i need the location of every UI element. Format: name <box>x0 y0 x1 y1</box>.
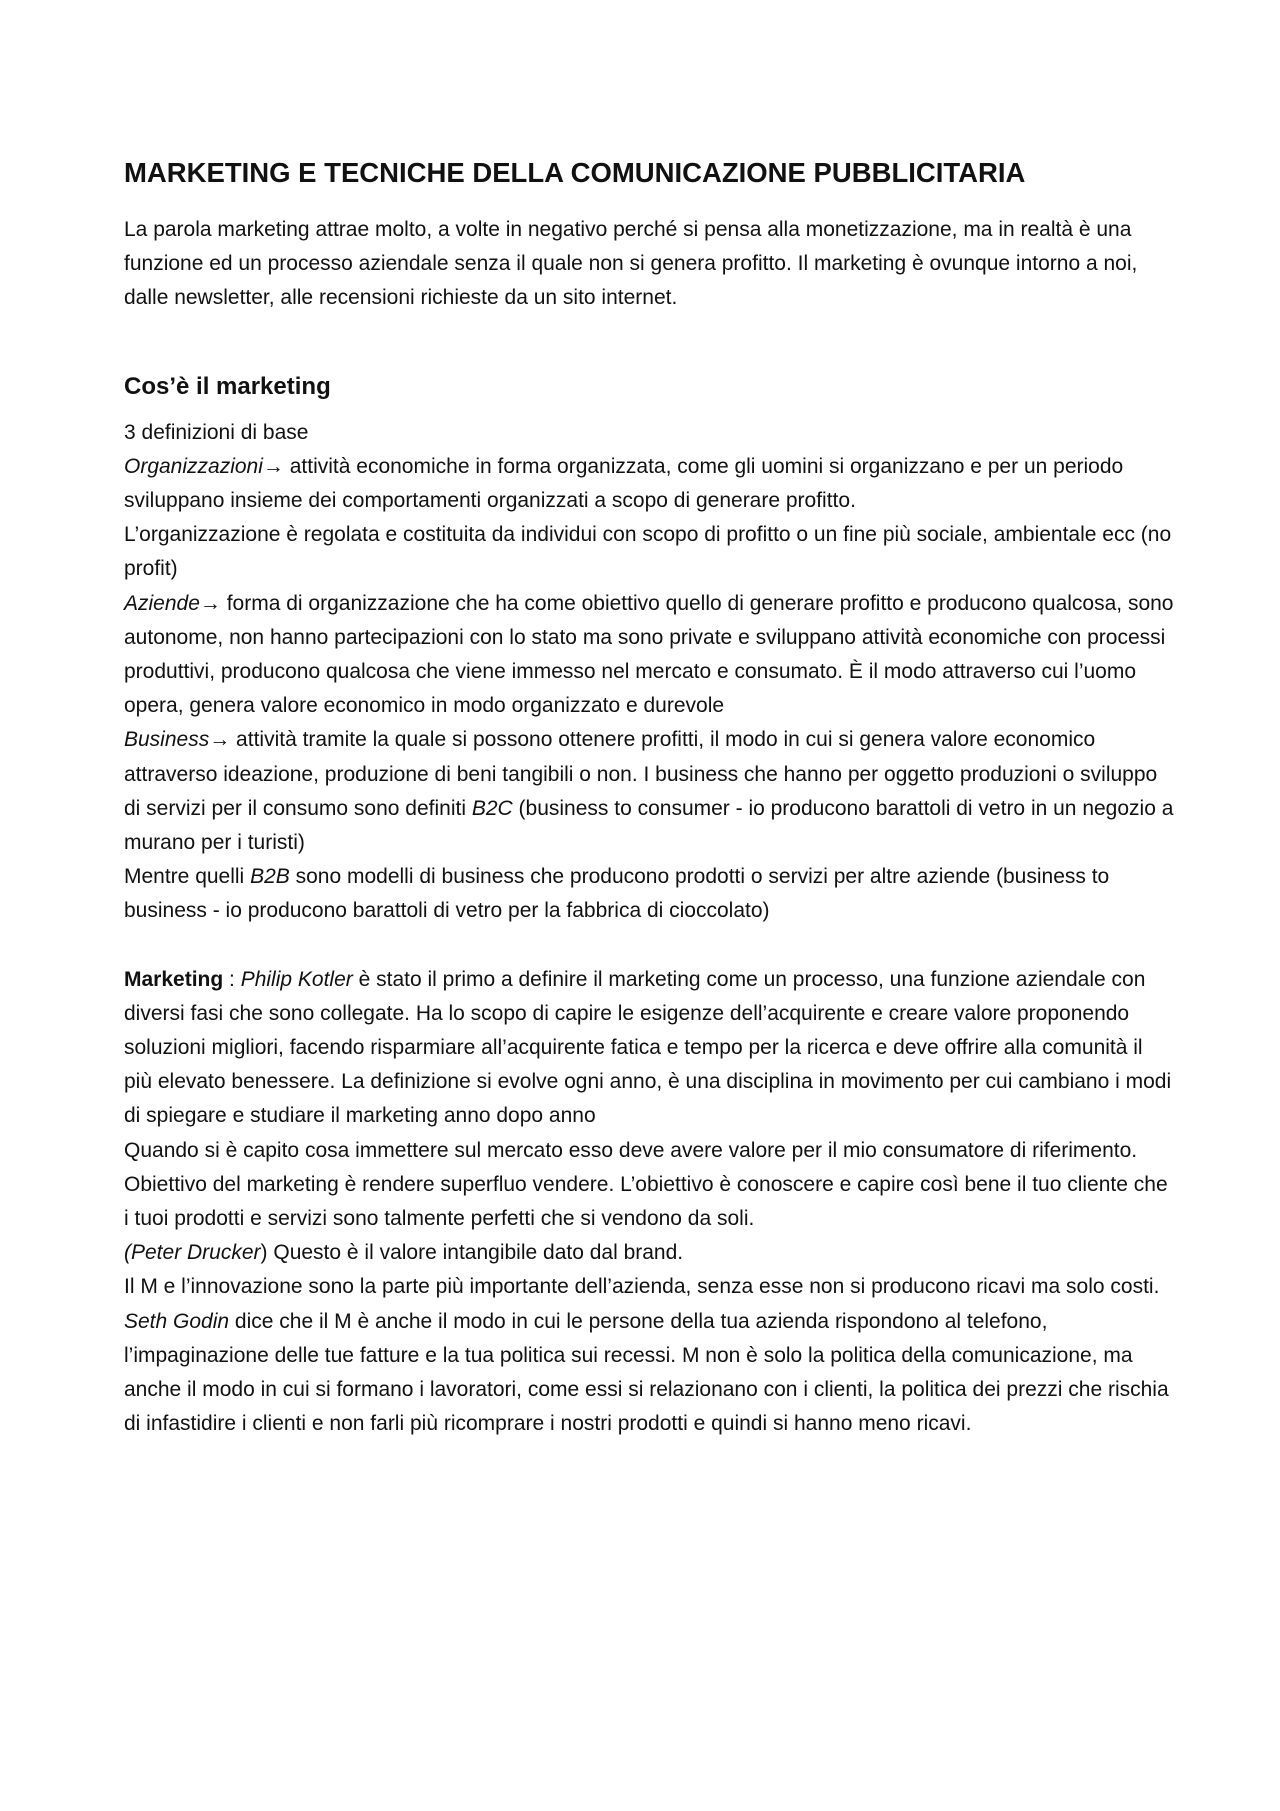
definition-organizzazioni <box>124 450 1174 518</box>
b2b-prefix: Mentre quelli <box>124 865 251 889</box>
author-kotler: Philip Kotler <box>240 967 353 991</box>
document-page <box>124 155 1174 1442</box>
document-title: MARKETING E TECNICHE DELLA COMUNICAZIONE PUBBLICITARIA <box>124 157 1026 188</box>
marketing-text: è stato il primo a definire il marketing come un processo, una funzione aziendale con diversi fasi che sono collegate. Ha lo scopo di capire le esigenze dell’acquirente e creare valore proponendo soluzioni migliori, facendo risparmiare all’acquirente fatica e tempo per la ricerca e deve offrire alla comunità il più elevato benessere. La definizione si evolve ogni anno, è una disciplina in movimento per cui cambiano i modi di spiegare e studiare il marketing anno dopo anno <box>124 967 1172 1128</box>
author-godin: Seth Godin <box>124 1309 230 1333</box>
definitions-subtitle: 3 definizioni di base <box>124 420 309 444</box>
separator: : <box>223 967 241 991</box>
definition-text: (business to consumer - io producono barattoli di vetro in un negozio a murano per i turisti) <box>124 796 1174 855</box>
b2b-text: sono modelli di business che producono prodotti o servizi per altre aziende (business to business - io producono barattoli di vetro per la fabbrica di cioccolato) <box>124 865 1110 923</box>
definition-business <box>124 723 1174 860</box>
arrow-icon: → <box>209 728 231 752</box>
term-organizzazioni: Organizzazioni <box>124 454 263 478</box>
term-business: Business <box>124 728 210 752</box>
definition-text: forma di organizzazione che ha come obiettivo quello di generare profitto e producono qualcosa, sono autonome, non hanno partecipazioni con lo stato ma sono private e sviluppano attività economiche con processi produttivi, producono qualcosa che viene immesso nel mercato e consumato. È il modo attraverso cui l’uomo opera, genera valore economico in modo organizzato e durevole <box>124 591 1174 718</box>
definition-text: attività economiche in forma organizzata, come gli uomini si organizzano e per un periodo sviluppano insieme dei comportamenti organizzati a scopo di generare profitto. <box>124 454 1124 513</box>
drucker-paragraph <box>124 1236 1174 1270</box>
innovation-paragraph: Il M e l’innovazione sono la parte più importante dell’azienda, senza esse non si producono ricavi ma solo costi. <box>124 1275 1160 1299</box>
b2b-paragraph <box>124 860 1174 928</box>
arrow-icon: → <box>199 591 221 615</box>
godin-text: dice che il M è anche il modo in cui le persone della tua azienda rispondono al telefono, l’impaginazione delle tue fatture e la tua politica sui recessi. M non è solo la politica della comunicazione, ma anche il modo in cui si formano i lavoratori, come essi si relazionano con i clienti, la politica dei prezzi che rischia di infastidire i clienti e non farli più ricomprare i nostri prodotti e quindi si hanno meno ricavi. <box>124 1309 1169 1436</box>
value-paragraph: Quando si è capito cosa immettere sul mercato esso deve avere valore per il mio consumatore di riferimento. Obiettivo del marketing è rendere superfluo vendere. L’obiettivo è conoscere e capire così bene il tuo cliente che i tuoi prodotti e servizi sono talmente perfetti che si vendono da soli. <box>124 1138 1168 1231</box>
arrow-icon: → <box>262 454 284 478</box>
definition-aziende <box>124 587 1174 724</box>
marketing-paragraph <box>124 963 1174 1134</box>
term-b2c: B2C <box>471 796 513 820</box>
spacer <box>124 316 1174 370</box>
godin-paragraph <box>124 1305 1174 1442</box>
spacer <box>124 929 1174 963</box>
author-drucker: (Peter Drucker <box>124 1241 261 1265</box>
organizzazione-note: L’organizzazione è regolata e costituita da individui con scopo di profitto o un fine più sociale, ambientale ecc (no profit) <box>124 523 1172 581</box>
drucker-text: ) Questo è il valore intangibile dato dal brand. <box>260 1241 684 1265</box>
term-marketing: Marketing <box>124 967 224 991</box>
section-heading: Cos’è il marketing <box>124 372 331 400</box>
intro-paragraph: La parola marketing attrae molto, a volte in negativo perché si pensa alla monetizzazione, ma in realtà è una funzione ed un processo aziendale senza il quale non si genera profitto. Il marketing è ovunque intorno a noi, dalle newsletter, alle recensioni richieste da un sito internet. <box>124 218 1138 310</box>
term-b2b: B2B <box>250 865 290 889</box>
term-aziende: Aziende <box>124 591 200 615</box>
definition-text: attività tramite la quale si possono ottenere profitti, il modo in cui si genera valore economico attraverso ideazione, produzione di beni tangibili o non. I business che hanno per oggetto produzioni o sviluppo di servizi per il consumo sono definiti <box>124 728 1158 820</box>
